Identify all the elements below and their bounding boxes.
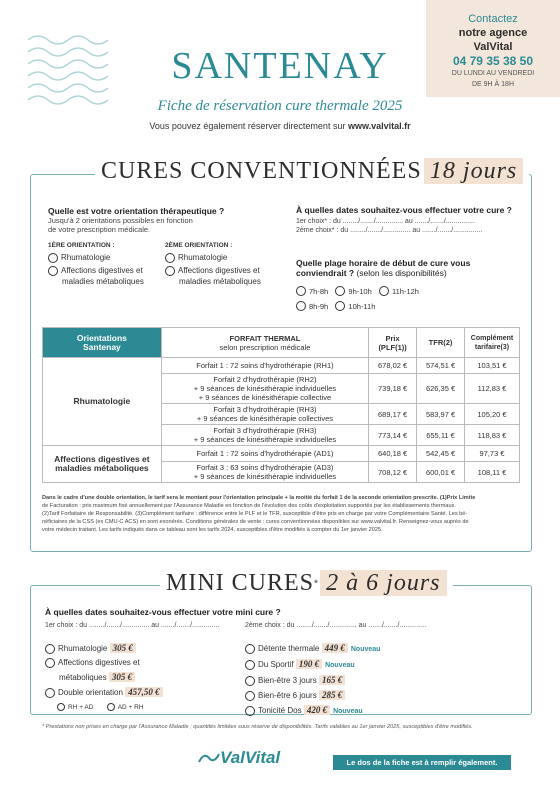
option-label: Du Sportif xyxy=(258,660,294,669)
contact-phone[interactable]: 04 79 35 38 50 xyxy=(452,54,534,68)
note-line: de Facturation : prix maximum fixé annuellement par l'Assurance Maladie en fonction de l'évolution des coûts d'exploitation supportés par les établissements thermaux. xyxy=(42,503,456,509)
sub-option[interactable] xyxy=(107,703,144,711)
option-price: 305 € xyxy=(110,643,136,653)
prix-cell: 678,02 € xyxy=(369,358,417,374)
brand-name: ValVital xyxy=(220,748,281,767)
table-row xyxy=(43,358,520,374)
option-label: Affections digestives et xyxy=(178,266,260,275)
mini-option-bienetre-6[interactable] xyxy=(245,688,515,703)
table-header-row xyxy=(43,328,520,358)
tfr-cell: 626,35 € xyxy=(417,374,465,404)
section1-heading xyxy=(95,158,529,185)
radio-icon[interactable] xyxy=(165,266,175,276)
option-label: Détente thermale xyxy=(258,644,320,653)
website-link[interactable]: www.valvital.fr xyxy=(347,121,411,131)
tfr-cell: 574,51 € xyxy=(417,358,465,374)
orientation-2-label: 2ÈME ORIENTATION : xyxy=(165,242,233,249)
radio-icon[interactable] xyxy=(245,691,255,701)
slot-option[interactable] xyxy=(335,301,375,311)
sub-option[interactable] xyxy=(57,703,93,711)
orientation-hint-2: de votre prescription médicale. xyxy=(48,225,151,234)
slot-label: 9h-10h xyxy=(348,286,372,296)
orientation-block xyxy=(48,206,278,234)
option-price: 420 € xyxy=(304,705,330,715)
mini-option-tonicite[interactable] xyxy=(245,703,515,719)
complement-cell: 118,83 € xyxy=(465,425,520,446)
mini-right-options xyxy=(245,641,515,719)
option-price: 305 € xyxy=(109,672,135,682)
header-orientation: Orientations Santenay xyxy=(43,328,162,358)
section2-heading xyxy=(160,570,453,597)
complement-cell: 103,51 € xyxy=(465,358,520,374)
complement-cell: 108,11 € xyxy=(465,462,520,483)
forfait-cell: Forfait 1 : 72 soins d'hydrothérapie (RH1) xyxy=(161,358,368,374)
header-tfr: TFR(2) xyxy=(417,328,465,358)
dates-block xyxy=(296,205,521,234)
tariff-table xyxy=(42,327,520,483)
slot-question-rest: (selon les disponibilités) xyxy=(354,268,447,278)
orientation-question: Quelle est votre orientation thérapeutique ? xyxy=(48,206,225,216)
option-label: Double orientation xyxy=(58,688,123,697)
page-subtitle: Fiche de réservation cure thermale 2025 xyxy=(157,98,403,114)
forfait-cell: Forfait 3 : 63 soins d'hydrothérapie (AD3) + 9 séances de kinésithérapie individuelles xyxy=(161,462,368,483)
slot-option[interactable] xyxy=(296,286,328,296)
note-line: votre médecin traitant. Les tarifs indiqués dans ce tableau sont les tarifs 2024, susceptibles d'être modifiés à compter du 1er janvier 2025. xyxy=(42,527,383,533)
option-label: Rhumatologie xyxy=(61,253,111,262)
slot-question xyxy=(296,258,521,278)
dates-choice-2[interactable]: 2ème choix* : du ......../......./.............. au ......./......./............... xyxy=(296,227,483,234)
new-badge: Nouveau xyxy=(350,646,381,653)
header-complement: Complément tarifaire(3) xyxy=(465,328,520,358)
option-label: métaboliques xyxy=(59,673,107,682)
prix-cell: 689,17 € xyxy=(369,404,417,425)
slot-option[interactable] xyxy=(296,301,328,311)
slots-row-1 xyxy=(296,286,521,298)
section2-title: MINI CURES xyxy=(166,570,315,596)
wave-decoration-icon xyxy=(28,30,113,115)
tfr-cell: 542,45 € xyxy=(417,446,465,462)
orientation-2-ad-option[interactable] xyxy=(165,265,290,276)
subline xyxy=(100,121,460,131)
complement-cell: 112,83 € xyxy=(465,374,520,404)
radio-icon[interactable] xyxy=(296,286,306,296)
radio-icon[interactable] xyxy=(45,644,55,654)
radio-icon[interactable] xyxy=(296,301,306,311)
orientation-1-label: 1ÈRE ORIENTATION : xyxy=(48,242,115,249)
option-label: Affections digestives et xyxy=(61,266,143,275)
new-badge: Nouveau xyxy=(333,708,363,715)
radio-icon[interactable] xyxy=(45,688,55,698)
mini-option-detente[interactable] xyxy=(245,641,515,657)
section2-duration: 2 à 6 jours xyxy=(320,570,446,596)
tfr-cell: 600,01 € xyxy=(417,462,465,483)
forfait-cell: Forfait 3 d'hydrothérapie (RH3) + 9 séances de kinésithérapie collectives xyxy=(161,404,368,425)
dates-question: À quelles dates souhaitez-vous effectuer votre cure ? xyxy=(296,205,512,215)
tfr-cell: 583,97 € xyxy=(417,404,465,425)
orientation-2-ad-option-line2: maladies métaboliques xyxy=(179,277,261,286)
forfait-cell: Forfait 1 : 72 soins d'hydrothérapie (AD1) xyxy=(161,446,368,462)
slot-option[interactable] xyxy=(379,286,419,296)
double-sub-options xyxy=(45,703,235,713)
footer-banner: Le dos de la fiche est à remplir également. xyxy=(333,755,511,770)
orientation-hint-1: Jusqu'à 2 orientations possibles en fonction xyxy=(48,216,193,225)
radio-icon[interactable] xyxy=(45,658,55,668)
mini-dates-choice-2[interactable]: 2ème choix : du ......../......./.............. au ......./......./.............. xyxy=(245,622,427,629)
group-rhumato: Rhumatologie xyxy=(43,358,162,446)
note-line: (2)Tarif Forfaitaire de Responsabilité. (3)Complément tarifaire : différence entre le PLF et le TFR, susceptible d'être pris en charge par votre Complémentaire Santé. Les bé- xyxy=(42,511,468,517)
contact-hours-time: DE 9H À 18H xyxy=(471,81,515,88)
subline-text: Vous pouvez également réserver directement sur xyxy=(149,121,348,131)
radio-icon[interactable] xyxy=(245,706,255,716)
orientation-2-group xyxy=(165,242,290,287)
forfait-cell: Forfait 2 d'hydrothérapie (RH2) + 9 séances de kinésithérapie individuelles + 9 séances de kinésithérapie collective xyxy=(161,374,368,404)
sub-option-label: RH + AD xyxy=(68,703,94,711)
option-label: Bien-être 3 jours xyxy=(258,676,317,685)
section2-asterisk: * xyxy=(314,578,318,590)
mini-dates-choice-1[interactable]: 1er choix : du ......../......./.............. au ......./......./.............. xyxy=(45,622,220,629)
mini-option-double[interactable] xyxy=(45,685,235,700)
slot-label: 7h-8h xyxy=(309,286,329,296)
slot-option[interactable] xyxy=(335,286,371,296)
contact-hours-days: DU LUNDI AU VENDREDI xyxy=(451,70,535,77)
radio-icon[interactable] xyxy=(245,660,255,670)
mini-option-ad[interactable] xyxy=(45,656,235,670)
prix-cell: 708,12 € xyxy=(369,462,417,483)
slot-question-bold: Quelle plage horaire de début de cure vous conviendrait ? xyxy=(296,258,471,278)
mini-option-sportif[interactable] xyxy=(245,657,515,673)
complement-cell: 97,73 € xyxy=(465,446,520,462)
option-label: Rhumatologie xyxy=(58,644,108,653)
option-price: 449 € xyxy=(322,643,348,653)
radio-icon[interactable] xyxy=(48,253,58,263)
radio-icon[interactable] xyxy=(335,286,345,296)
mini-footnote: * Prestations non prises en charge par l'Assurance Maladie ; quantités limitées sous réserve de disponibilités. Tarifs valables au 1er janvier 2025, susceptibles d'être modifiés. xyxy=(42,724,473,730)
orientation-1-group xyxy=(48,242,163,287)
contact-agency: notre agence xyxy=(458,27,528,39)
orientation-2-rhumato-option[interactable] xyxy=(165,252,290,263)
radio-icon[interactable] xyxy=(245,644,255,654)
radio-icon[interactable] xyxy=(245,676,255,686)
contact-brand: ValVital xyxy=(473,41,513,53)
complement-cell: 105,20 € xyxy=(465,404,520,425)
table-row xyxy=(43,446,520,462)
radio-icon[interactable] xyxy=(379,286,389,296)
header-prix: Prix (PLF(1)) xyxy=(369,328,417,358)
option-price: 457,50 € xyxy=(125,687,163,697)
option-price: 190 € xyxy=(296,659,322,669)
slot-label: 10h-11h xyxy=(348,301,376,311)
tfr-cell: 655,11 € xyxy=(417,425,465,446)
contact-label: Contactez xyxy=(468,13,518,25)
radio-icon[interactable] xyxy=(48,266,58,276)
prix-cell: 739,18 € xyxy=(369,374,417,404)
section1-title: CURES CONVENTIONNÉES xyxy=(101,158,422,184)
slot-block xyxy=(296,258,521,313)
note-line: Dans le cadre d'une double orientation, le tarif sera le montant pour l'orientation principale + la moitié du forfait 1 de la seconde orientation prescrite. (1)Prix Limite xyxy=(42,495,476,501)
forfait-cell: Forfait 3 d'hydrothérapie (RH3) + 9 séances de kinésithérapie individuelles xyxy=(161,425,368,446)
dates-choice-1[interactable]: 1er choix* : du ......../......./.............. au ......./......./............... xyxy=(296,218,475,225)
orientation-1-ad-option[interactable] xyxy=(48,265,163,276)
new-badge: Nouveau xyxy=(325,662,355,669)
option-label: Tonicité Dos xyxy=(258,706,302,715)
mini-dates-question: À quelles dates souhaitez-vous effectuer votre mini cure ? xyxy=(45,607,281,617)
option-price: 165 € xyxy=(319,675,345,685)
radio-icon[interactable] xyxy=(165,253,175,263)
option-price: 285 € xyxy=(319,690,345,700)
section1-duration: 18 jours xyxy=(424,158,523,184)
mini-option-rhumato[interactable] xyxy=(45,641,235,656)
group-affections: Affections digestives et maladies métaboliques xyxy=(43,446,162,483)
slot-label: 11h-12h xyxy=(392,286,419,296)
slots-row-2 xyxy=(296,301,521,313)
option-label: Rhumatologie xyxy=(178,253,228,262)
prix-cell: 640,18 € xyxy=(369,446,417,462)
option-label: Bien-être 6 jours xyxy=(258,691,317,700)
page-title: SANTENAY xyxy=(171,45,389,87)
orientation-1-rhumato-option[interactable] xyxy=(48,252,163,263)
tariff-notes xyxy=(42,494,522,534)
brand-logo xyxy=(198,748,280,768)
prix-cell: 773,14 € xyxy=(369,425,417,446)
radio-icon[interactable] xyxy=(57,703,65,711)
note-line: néficiaires de la CSS (ex CMU-C ACS) en sont exonérés. Conditions générales de vente : cures conventionnées disponibles sur www.valvital.fr. Renseignez-vous auprès de xyxy=(42,519,469,525)
brand-wave-icon xyxy=(198,750,220,766)
radio-icon[interactable] xyxy=(335,301,345,311)
mini-left-options xyxy=(45,641,235,713)
option-label: Affections digestives et xyxy=(58,658,140,667)
orientation-1-ad-option-line2: maladies métaboliques xyxy=(62,277,144,286)
header-forfait: FORFAIT THERMAL selon prescription médicale xyxy=(161,328,368,358)
radio-icon[interactable] xyxy=(107,703,115,711)
contact-box xyxy=(426,0,560,97)
mini-option-ad-line2 xyxy=(45,670,235,685)
sub-option-label: AD + RH xyxy=(117,703,144,711)
mini-option-bienetre-3[interactable] xyxy=(245,673,515,688)
slot-label: 8h-9h xyxy=(309,301,329,311)
